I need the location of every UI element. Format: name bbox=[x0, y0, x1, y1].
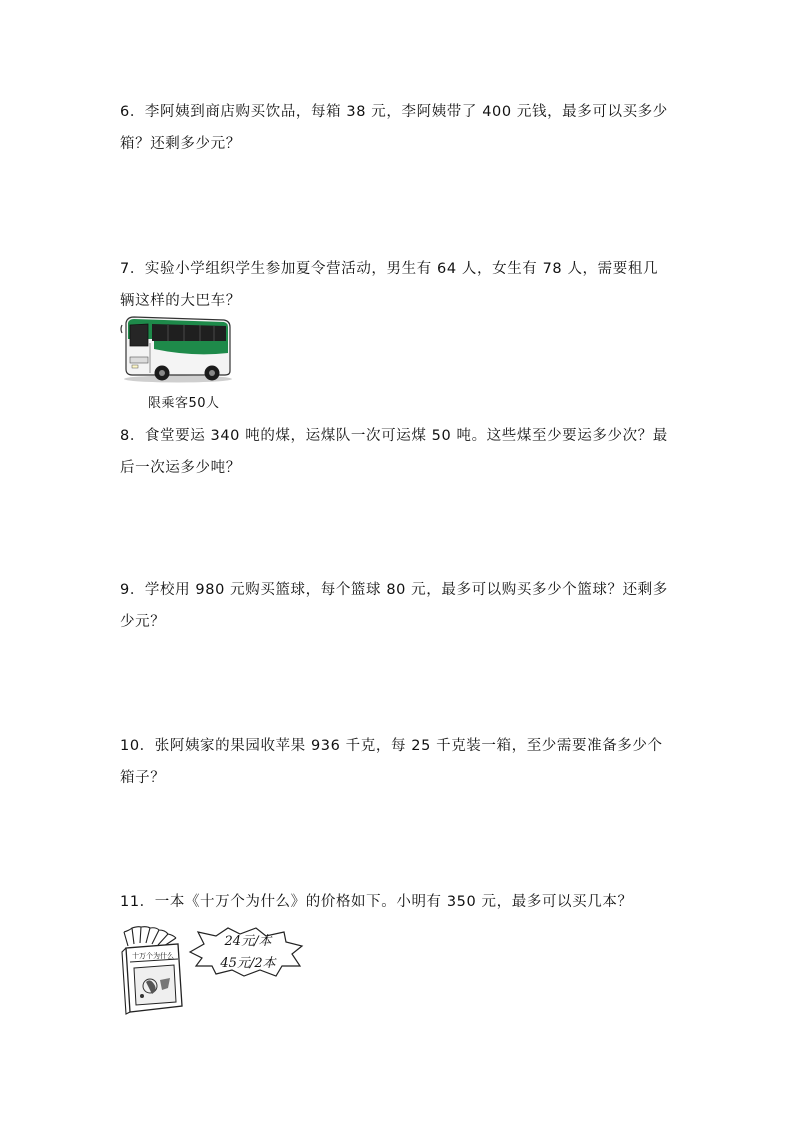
book-cover-title: 十万个为什么 bbox=[132, 952, 174, 960]
question-10 bbox=[120, 730, 680, 794]
price-single: 24元/本 bbox=[224, 934, 272, 949]
question-7 bbox=[120, 253, 680, 317]
question-6 bbox=[120, 96, 680, 160]
question-9-line-1: 9．学校用 980 元购买篮球，每个篮球 80 元，最多可以购买多少个篮球？还剩多 bbox=[120, 582, 668, 598]
question-7-line-1: 7．实验小学组织学生参加夏令营活动，男生有 64 人，女生有 78 人，需要租几 bbox=[120, 261, 659, 277]
question-11-line-1: 11．一本《十万个为什么》的价格如下。小明有 350 元，最多可以买几本？ bbox=[120, 894, 633, 910]
question-11 bbox=[120, 886, 680, 918]
question-8 bbox=[120, 420, 680, 484]
question-9 bbox=[120, 574, 680, 638]
question-9-line-2: 少元？ bbox=[120, 614, 166, 630]
question-10-line-2: 箱子？ bbox=[120, 770, 166, 786]
question-10-line-1: 10．张阿姨家的果园收苹果 936 千克，每 25 千克装一箱，至少需要准备多少个 bbox=[120, 738, 663, 754]
book-illustration bbox=[120, 924, 192, 1016]
question-8-line-2: 后一次运多少吨？ bbox=[120, 460, 241, 476]
question-6-line-1: 6．李阿姨到商店购买饮品，每箱 38 元，李阿姨带了 400 元钱，最多可以买多少 bbox=[120, 104, 668, 120]
question-8-line-1: 8．食堂要运 340 吨的煤，运煤队一次可运煤 50 吨。这些煤至少要运多少次？最 bbox=[120, 428, 668, 444]
price-pair: 45元/2本 bbox=[220, 956, 276, 971]
bus-illustration bbox=[118, 313, 234, 383]
bus-capacity-caption: 限乘客50人 bbox=[148, 396, 220, 411]
question-7-line-2: 辆这样的大巴车？ bbox=[120, 293, 241, 309]
question-6-line-2: 箱？还剩多少元？ bbox=[120, 136, 241, 152]
